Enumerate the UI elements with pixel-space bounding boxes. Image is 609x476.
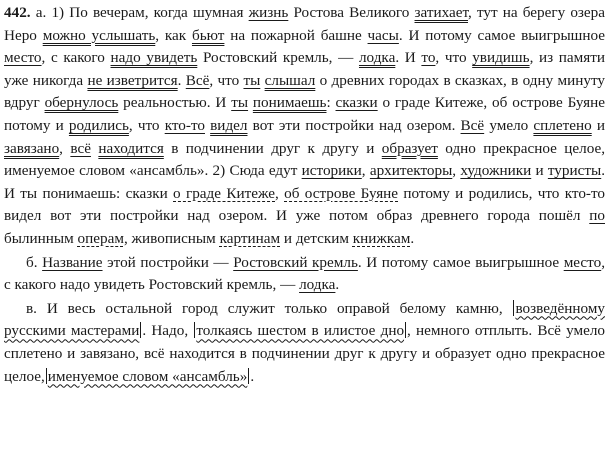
text-run: . Надо,	[142, 322, 194, 340]
text-run: .	[410, 229, 415, 247]
text-run: . И потому самое выигрышное	[357, 253, 564, 271]
marked-word: жизнь	[248, 4, 289, 21]
marked-word: именуемое словом «ансамбль»	[47, 367, 248, 385]
text-run: . И ты понимаешь: сказки	[4, 162, 606, 202]
text-run: , с какого	[41, 49, 111, 67]
text-run: . И	[395, 49, 422, 67]
part-a-label: а.	[35, 4, 47, 21]
text-run: И весь остальной город служит только оправой белому камню,	[36, 299, 513, 317]
text-run: этой постройки —	[102, 253, 234, 271]
marked-word: увидишь	[472, 49, 530, 67]
text-run: .	[250, 367, 255, 385]
marked-word: возведённому русскими мастерами	[4, 299, 605, 340]
marked-word: по	[589, 207, 605, 225]
marked-word: лодка	[358, 49, 396, 67]
text-run: в подчинении друг к другу и	[163, 139, 382, 157]
marked-word: ты	[231, 94, 249, 112]
marked-word: художники	[460, 162, 532, 180]
marked-word: о граде Китеже	[173, 184, 275, 202]
text-run: одно прекрасное целое, именуемое словом «ансамбль». 2) Сюда едут	[4, 139, 606, 180]
text-run: реальностью. И	[118, 94, 232, 112]
paragraph-b	[4, 252, 605, 297]
marked-word: архитекторы	[369, 162, 453, 180]
text-run: , немного отплыть. Всё умело сплетено и завязано, всё находится в подчинении друг к другу и образует одно прекрасное целое,	[4, 322, 606, 385]
text-run: 1) По вечерам, когда шумная	[51, 4, 249, 21]
marked-word: затихает	[414, 4, 468, 21]
text-run: , из памяти уже никогда	[4, 49, 606, 89]
text-run: и	[591, 116, 605, 134]
text-run: и детским	[280, 229, 353, 247]
text-run: , тут на берегу озера Неро	[4, 4, 606, 44]
marked-word: не изветрится	[87, 71, 178, 89]
paragraph-v	[4, 298, 605, 388]
marked-word: историки	[301, 162, 362, 180]
marked-word: операм	[77, 229, 124, 247]
marked-word: Название	[42, 253, 103, 271]
text-run: .	[177, 71, 186, 89]
text-run: , с какого надо увидеть Ростовский кремль, —	[4, 253, 605, 294]
text-run: Ростова Великого	[288, 4, 415, 21]
marked-word: туристы	[547, 162, 602, 180]
marked-word: лодка	[299, 276, 336, 294]
marked-word: образует	[381, 139, 438, 157]
text-run: :	[326, 94, 336, 112]
marked-word: кто-то	[164, 116, 205, 134]
marked-word: часы	[367, 26, 399, 44]
marked-word: Всё	[460, 116, 485, 134]
part-v-text	[4, 300, 605, 385]
text-run: , что	[435, 49, 473, 67]
marked-word: картинам	[219, 229, 281, 247]
text-run: . И потому самое выигрышное	[398, 26, 605, 44]
text-run: умело	[484, 116, 534, 134]
text-run: потому и родились, что кто-то видел вот эти постройки над озером. И уже потом образ древнего города пошёл	[4, 184, 606, 225]
boundary-mark	[405, 322, 406, 338]
exercise-number: 442.	[4, 4, 31, 21]
marked-word: слышал	[264, 71, 316, 89]
marked-word: место	[563, 253, 602, 271]
text-run: и	[531, 162, 548, 180]
text-run: о древних городах в сказках, в одну минуту вдруг	[4, 71, 606, 112]
text-run: ,	[275, 184, 285, 202]
part-b-text	[4, 254, 605, 294]
text-run: былинным	[4, 229, 78, 247]
marked-word: понимаешь	[252, 94, 327, 112]
marked-word: сказки	[335, 94, 378, 112]
marked-word: можно услышать	[42, 26, 156, 44]
marked-word: родились	[68, 116, 129, 134]
marked-word: обернулось	[44, 94, 119, 112]
marked-word: бьют	[191, 26, 225, 44]
text-run: , живописным	[123, 229, 220, 247]
marked-word: толкаясь шестом в илистое дно	[196, 322, 405, 340]
marked-word: то	[421, 49, 436, 67]
part-b-label: б.	[26, 253, 38, 271]
paragraph-a	[4, 2, 605, 251]
marked-word: Всё	[185, 71, 210, 89]
marked-word: об острове Буяне	[284, 184, 399, 202]
text-run: о граде Китеже, об острове Буяне потому и	[4, 94, 605, 134]
boundary-mark	[46, 368, 47, 384]
text-run: .	[335, 276, 340, 294]
marked-word: место	[4, 49, 42, 67]
text-run: , что	[128, 116, 165, 134]
marked-word: завязано	[4, 139, 60, 157]
part-v-label: в.	[26, 299, 37, 317]
marked-word: надо увидеть	[110, 49, 198, 67]
marked-word: видел	[210, 116, 248, 134]
text-run: ,	[361, 162, 370, 180]
marked-word: сплетено	[533, 116, 592, 134]
marked-word: книжкам	[352, 229, 411, 247]
text-run: на пожарной башне	[224, 26, 368, 44]
marked-word: находится	[98, 139, 164, 157]
text-run: , как	[155, 26, 192, 44]
part-a-text	[4, 4, 605, 247]
text-run: вот эти постройки над озером.	[247, 116, 461, 134]
text-run: ,	[452, 162, 461, 180]
marked-word: всё	[70, 139, 91, 157]
text-run: ,	[59, 139, 71, 157]
marked-word: ты	[243, 71, 261, 89]
marked-word: Ростовский кремль	[233, 253, 358, 271]
text-run: , что	[209, 71, 244, 89]
text-run: Ростовский кремль, —	[197, 49, 359, 67]
